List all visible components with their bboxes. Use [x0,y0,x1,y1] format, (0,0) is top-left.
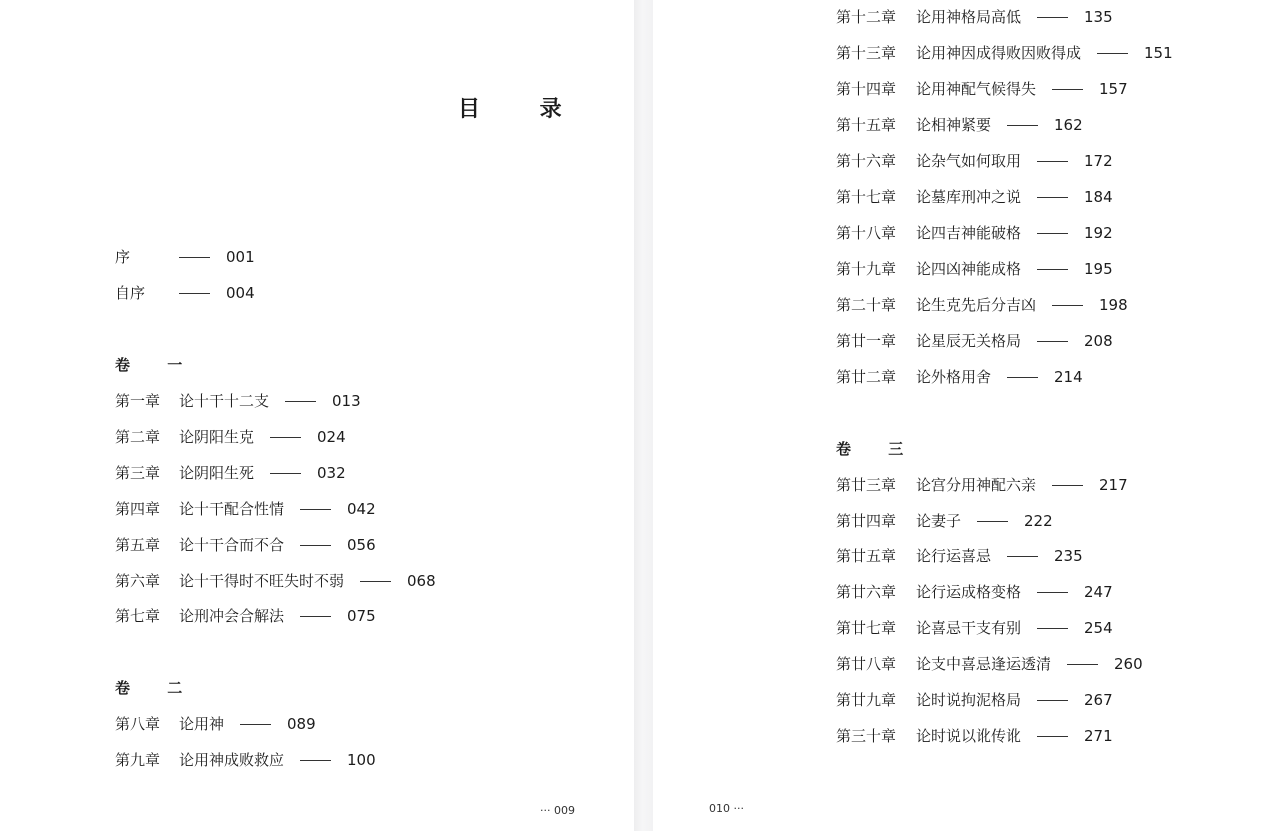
toc-entry[interactable] [836,78,1128,100]
chapter-number: 第十八章 [836,224,897,242]
chapter-title: 论刑冲会合解法 [179,607,285,625]
toc-entry[interactable] [115,426,346,448]
chapter-title: 论生克先后分吉凶 [916,296,1037,314]
chapter-title: 论墓库刑冲之说 [916,188,1022,206]
chapter-number: 第十七章 [836,188,897,206]
chapter-number: 第三十章 [836,727,897,745]
toc-entry[interactable] [836,689,1113,711]
chapter-number: 第廿三章 [836,476,897,494]
entry-label: 序 [115,248,131,266]
toc-entry[interactable] [115,570,436,592]
chapter-number: 第十五章 [836,116,897,134]
chapter-page: 217 [1099,476,1128,494]
chapter-page: 247 [1084,583,1113,601]
toc-entry[interactable] [836,6,1113,28]
chapter-number: 第廿四章 [836,512,897,530]
chapter-page: 254 [1084,619,1113,637]
leader-dash [179,257,210,258]
toc-entry[interactable] [836,114,1083,136]
chapter-number: 第廿二章 [836,368,897,386]
chapter-title: 论十干配合性情 [179,500,285,518]
leader-dash [240,724,271,725]
chapter-number: 第廿八章 [836,655,897,673]
chapter-title: 论十干合而不合 [179,536,285,554]
toc-entry[interactable] [836,366,1083,388]
chapter-number: 第二章 [115,428,161,446]
chapter-number: 第廿九章 [836,691,897,709]
leader-dash [1007,125,1038,126]
chapter-number: 第二十章 [836,296,897,314]
chapter-page: 162 [1054,116,1083,134]
leader-dash [270,437,301,438]
chapter-page: 013 [332,392,361,410]
chapter-page: 032 [317,464,346,482]
chapter-number: 第十九章 [836,260,897,278]
leader-dash [300,545,331,546]
toc-entry[interactable] [115,713,316,735]
toc-entry[interactable] [836,150,1113,172]
toc-entry-preface[interactable] [115,246,255,268]
toc-entry[interactable] [836,42,1173,64]
chapter-title: 论支中喜忌逢运透清 [916,655,1052,673]
entry-page: 004 [226,284,255,302]
chapter-title: 论用神配气候得失 [916,80,1037,98]
entry-page: 001 [226,248,255,266]
toc-entry[interactable] [836,581,1113,603]
chapter-number: 第五章 [115,536,161,554]
chapter-title: 论行运喜忌 [916,547,992,565]
chapter-number: 第八章 [115,715,161,733]
leader-dash [1037,341,1068,342]
toc-entry-author-preface[interactable] [115,282,255,304]
entry-label: 自序 [115,284,146,302]
toc-entry[interactable] [836,222,1113,244]
chapter-page: 192 [1084,224,1113,242]
chapter-number: 第廿七章 [836,619,897,637]
toc-entry[interactable] [115,390,361,412]
toc-entry[interactable] [836,258,1113,280]
toc-entry[interactable] [115,605,376,627]
chapter-page: 151 [1144,44,1173,62]
chapter-number: 第廿一章 [836,332,897,350]
chapter-page: 198 [1099,296,1128,314]
chapter-title: 论阴阳生死 [179,464,255,482]
chapter-title: 论星辰无关格局 [916,332,1022,350]
chapter-title: 论相神紧要 [916,116,992,134]
chapter-number: 第一章 [115,392,161,410]
toc-entry[interactable] [836,617,1113,639]
chapter-number: 第十六章 [836,152,897,170]
chapter-title: 论用神因成得败因败得成 [916,44,1082,62]
toc-entry[interactable] [836,545,1083,567]
leader-dash [1052,89,1083,90]
toc-entry[interactable] [115,498,376,520]
leader-dash [1007,556,1038,557]
chapter-title: 论时说拘泥格局 [916,691,1022,709]
leader-dash [1037,736,1068,737]
toc-entry[interactable] [115,462,346,484]
chapter-title: 论时说以讹传讹 [916,727,1022,745]
toc-entry[interactable] [836,474,1128,496]
chapter-page: 267 [1084,691,1113,709]
leader-dash [1097,53,1128,54]
leader-dash [179,293,210,294]
chapter-page: 135 [1084,8,1113,26]
leader-dash [1037,592,1068,593]
leader-dash [1052,485,1083,486]
chapter-title: 论杂气如何取用 [916,152,1022,170]
chapter-number: 第六章 [115,572,161,590]
page-number-left: ··· 009 [540,804,575,817]
chapter-page: 235 [1054,547,1083,565]
chapter-page: 214 [1054,368,1083,386]
leader-dash [270,473,301,474]
chapter-page: 195 [1084,260,1113,278]
book-gutter [634,0,653,831]
chapter-title: 论行运成格变格 [916,583,1022,601]
chapter-title: 论用神 [179,715,225,733]
chapter-title: 论喜忌干支有别 [916,619,1022,637]
page-number-right: 010 ··· [709,802,744,815]
chapter-page: 056 [347,536,376,554]
leader-dash [1037,161,1068,162]
leader-dash [1052,305,1083,306]
chapter-page: 157 [1099,80,1128,98]
chapter-title: 论四凶神能成格 [916,260,1022,278]
chapter-number: 第三章 [115,464,161,482]
chapter-page: 100 [347,751,376,769]
toc-entry[interactable] [836,294,1128,316]
chapter-page: 260 [1114,655,1143,673]
chapter-number: 第四章 [115,500,161,518]
leader-dash [1037,700,1068,701]
chapter-title: 论用神格局高低 [916,8,1022,26]
chapter-title: 论妻子 [916,512,962,530]
toc-entry[interactable] [836,186,1113,208]
chapter-number: 第廿六章 [836,583,897,601]
toc-entry[interactable] [115,749,376,771]
chapter-number: 第十四章 [836,80,897,98]
leader-dash [1037,197,1068,198]
leader-dash [360,581,391,582]
leader-dash [300,509,331,510]
leader-dash [1067,664,1098,665]
chapter-page: 271 [1084,727,1113,745]
leader-dash [285,401,316,402]
leader-dash [1007,377,1038,378]
chapter-title: 论阴阳生克 [179,428,255,446]
toc-entry[interactable] [836,653,1143,675]
chapter-page: 024 [317,428,346,446]
chapter-number: 第廿五章 [836,547,897,565]
leader-dash [300,616,331,617]
toc-entry[interactable] [836,330,1113,352]
page-title: 目 录 [458,96,588,122]
chapter-page: 222 [1024,512,1053,530]
chapter-title: 论用神成败救应 [179,751,285,769]
chapter-page: 075 [347,607,376,625]
chapter-page: 184 [1084,188,1113,206]
chapter-number: 第七章 [115,607,161,625]
chapter-title: 论十干得时不旺失时不弱 [179,572,345,590]
leader-dash [1037,233,1068,234]
chapter-number: 第十三章 [836,44,897,62]
leader-dash [1037,17,1068,18]
chapter-title: 论宫分用神配六亲 [916,476,1037,494]
chapter-title: 论四吉神能破格 [916,224,1022,242]
chapter-title: 论十干十二支 [179,392,270,410]
chapter-title: 论外格用舍 [916,368,992,386]
volume-heading-3: 卷 三 [836,440,920,458]
leader-dash [977,521,1008,522]
chapter-number: 第十二章 [836,8,897,26]
toc-entry[interactable] [836,725,1113,747]
chapter-page: 208 [1084,332,1113,350]
chapter-page: 068 [407,572,436,590]
toc-entry[interactable] [836,510,1053,532]
volume-heading-2: 卷 二 [115,679,199,697]
leader-dash [1037,269,1068,270]
chapter-number: 第九章 [115,751,161,769]
leader-dash [1037,628,1068,629]
chapter-page: 089 [287,715,316,733]
chapter-page: 042 [347,500,376,518]
chapter-page: 172 [1084,152,1113,170]
toc-entry[interactable] [115,534,376,556]
volume-heading-1: 卷 一 [115,356,199,374]
leader-dash [300,760,331,761]
